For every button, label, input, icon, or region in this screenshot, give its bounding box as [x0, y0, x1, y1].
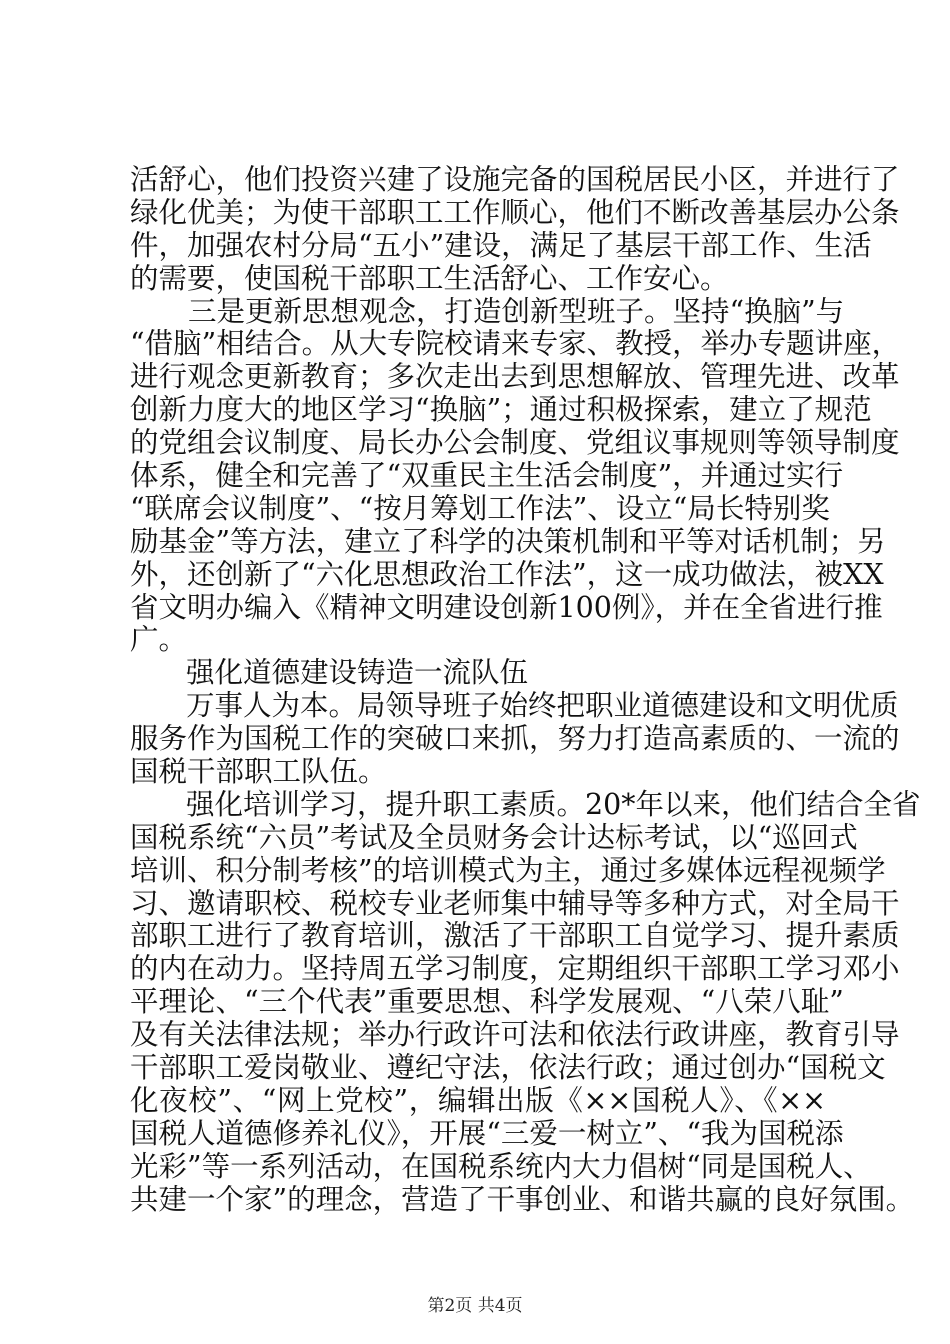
text-line: 活舒心，他们投资兴建了设施完备的国税居民小区，并进行了 [130, 163, 900, 196]
text-line: 国税系统“六员”考试及全员财务会计达标考试，以“巡回式 [130, 820, 858, 854]
text-line: 化夜校”、“网上党校”，编辑出版《××国税人》、《×× [130, 1083, 826, 1117]
text-line: 广。 [130, 623, 188, 657]
text-line: 绿化优美；为使干部职工工作顺心，他们不断改善基层办公条 [130, 195, 900, 229]
text-line: 进行观念更新教育；多次走出去到思想解放、管理先进、改革 [130, 360, 900, 394]
text-line: 部职工进行了教育培训，激活了干部职工自觉学习、提升素质 [130, 919, 900, 953]
text-line: “联席会议制度”、“按月筹划工作法”、设立“局长特别奖 [130, 491, 830, 525]
text-line: 平理论、“三个代表”重要思想、科学发展观、“八荣八耻” [130, 985, 844, 1019]
text-line: 国税干部职工队伍。 [130, 755, 387, 789]
page-number: 第2页 共4页 [427, 1296, 523, 1316]
text-line: 及有关法律法规；举办行政许可法和依法行政讲座，教育引导 [130, 1018, 900, 1052]
text-line: 创新力度大的地区学习“换脑”；通过积极探索，建立了规范 [130, 393, 872, 427]
text-line: 励基金”等方法，建立了科学的决策机制和平等对话机制；另 [130, 524, 886, 558]
section-heading: 强化道德建设铸造一流队伍 [186, 656, 529, 690]
paragraph-start-line: 万事人为本。局领导班子始终把职业道德建设和文明优质 [186, 689, 899, 723]
text-line: 件，加强农村分局“五小”建设，满足了基层干部工作、生活 [130, 228, 872, 262]
text-line: 干部职工爱岗敬业、遵纪守法，依法行政；通过创办“国税文 [130, 1051, 886, 1085]
paragraph-start-line: 三是更新思想观念，打造创新型班子。坚持“换脑”与 [188, 294, 845, 328]
text-line: 服务作为国税工作的突破口来抓，努力打造高素质的、一流的 [130, 722, 900, 756]
text-line: 国税人道德修养礼仪》，开展“三爱一树立”、“我为国税添 [130, 1116, 844, 1150]
text-line: 光彩”等一系列活动，在国税系统内大力倡树“同是国税人、 [130, 1149, 872, 1183]
text-line: “借脑”相结合。从大专院校请来专家、教授，举办专题讲座， [130, 327, 901, 361]
text-line: 的需要，使国税干部职工生活舒心、工作安心。 [130, 261, 729, 295]
document-body [130, 163, 921, 1217]
text-line: 省文明办编入《精神文明建设创新100例》，并在全省进行推 [130, 590, 883, 624]
paragraph-start-line: 强化培训学习，提升职工素质。20*年以来，他们结合全省 [186, 787, 921, 821]
text-line: 的内在动力。坚持周五学习制度，定期组织干部职工学习邓小 [130, 952, 900, 986]
text-line: 共建一个家”的理念，营造了干事创业、和谐共赢的良好氛围。 [130, 1182, 915, 1216]
text-line: 外，还创新了“六化思想政治工作法”，这一成功做法，被XX [130, 557, 884, 591]
text-line: 体系，健全和完善了“双重民主生活会制度”，并通过实行 [130, 459, 844, 493]
text-line: 习、邀请职校、税校专业老师集中辅导等多种方式，对全局干 [130, 886, 900, 920]
text-line: 培训、积分制考核”的培训模式为主，通过多媒体远程视频学 [130, 853, 886, 887]
text-line: 的党组会议制度、局长办公会制度、党组议事规则等领导制度 [130, 426, 900, 460]
